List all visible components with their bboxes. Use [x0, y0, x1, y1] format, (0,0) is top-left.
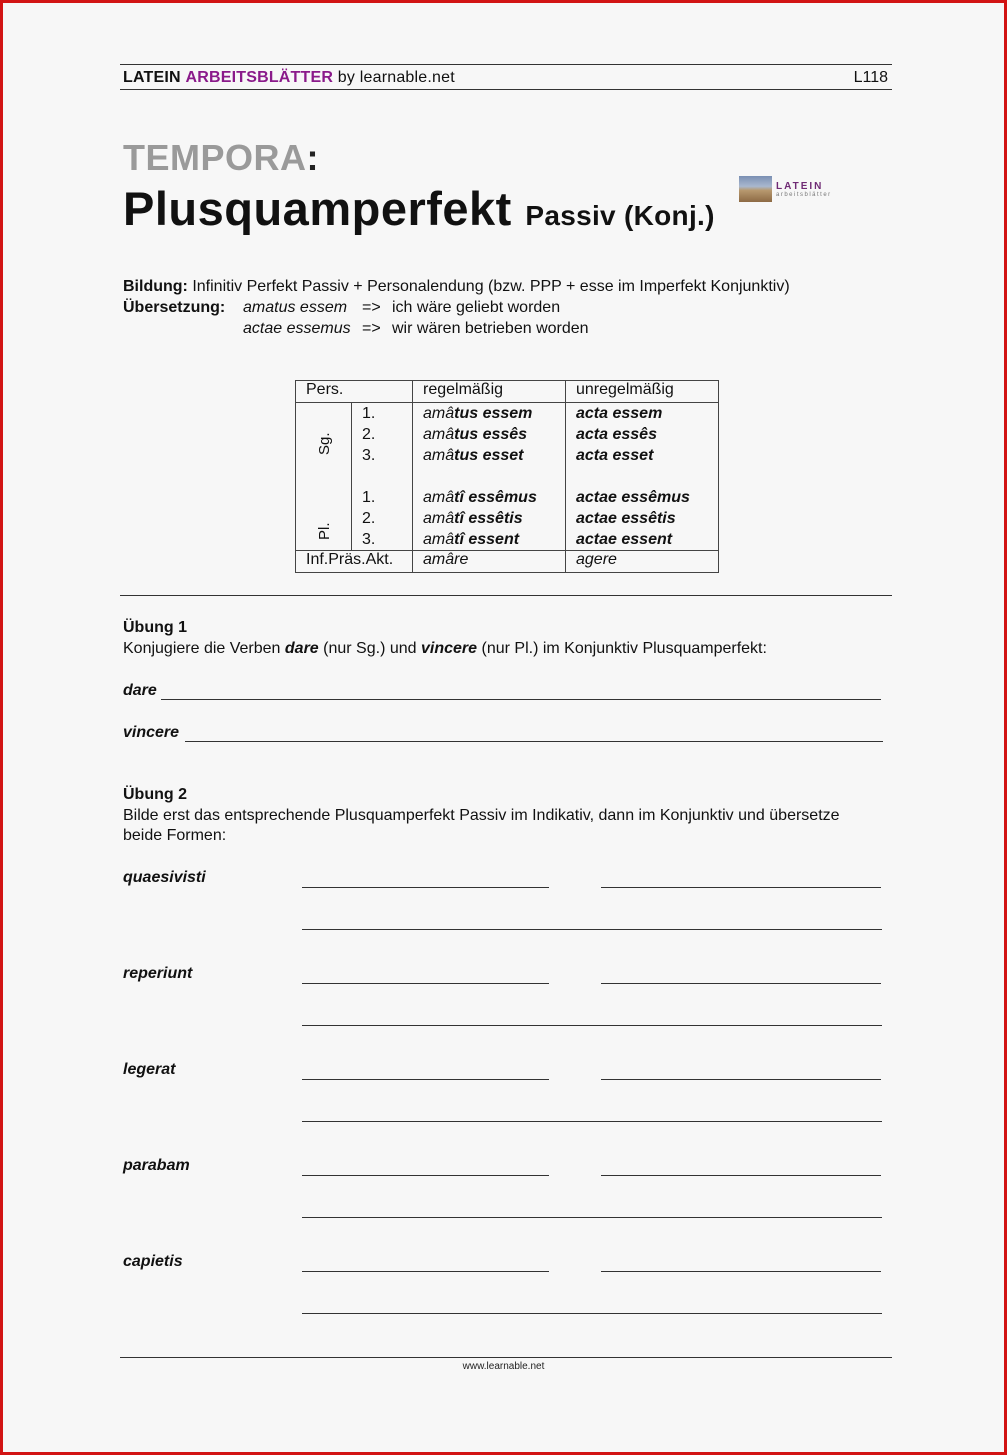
conjugation-table [295, 380, 719, 573]
subjunctive-answer-line[interactable] [601, 1175, 881, 1176]
spacer-row [362, 466, 412, 487]
page-title [123, 181, 715, 236]
inf-irregular: agere [566, 551, 719, 573]
irregular-form: acta essem [576, 405, 663, 422]
example1-latin-text: amatus essem [243, 299, 348, 316]
spacer-row [576, 466, 718, 487]
example1-latin [243, 299, 347, 317]
number-label-cell [296, 403, 352, 551]
form-stem: amâ [423, 405, 455, 422]
tempora-colon: : [306, 137, 319, 178]
uebersetzung-label: Übersetzung: [123, 299, 226, 316]
vincere-label: vincere [123, 724, 180, 741]
indicative-answer-line[interactable] [302, 983, 549, 984]
header-top-rule [120, 64, 892, 65]
exercise-word: quaesivisti [123, 869, 206, 886]
person-num: 1. [362, 489, 376, 506]
example2-german: wir wären betrieben worden [392, 320, 589, 337]
irregular-form: acta essês [576, 426, 657, 443]
indicative-answer-line[interactable] [302, 1175, 549, 1176]
example2-latin [243, 320, 351, 338]
uebung2-title-text: Übung 2 [123, 786, 187, 803]
table-header-pers: Pers. [296, 381, 413, 403]
uebung1-title-text: Übung 1 [123, 619, 187, 636]
form-stem: amâ [423, 510, 455, 527]
irregular-form: actae essêtis [576, 510, 676, 527]
example1-arrow: => [362, 299, 381, 316]
latein-logo [739, 176, 839, 204]
uebung2-instructions-2: beide Formen: [123, 827, 227, 844]
table-header-regular: regelmäßig [413, 381, 566, 403]
translation-answer-line[interactable] [302, 929, 882, 930]
subjunctive-answer-line[interactable] [601, 1079, 881, 1080]
person-num: 2. [362, 426, 376, 443]
dare-answer-line[interactable] [161, 699, 881, 700]
regular-form [423, 508, 565, 529]
uebung2-instructions-1: Bilde erst das entsprechende Plusquamperfekt Passiv im Indikativ, dann im Konjunktiv und übersetze [123, 807, 840, 824]
regular-forms-cell [413, 403, 566, 551]
example2-latin-text: actae essemus [243, 320, 351, 337]
logo-subword: arbeitsblätter [776, 192, 832, 198]
inf-regular: amâre [413, 551, 566, 573]
form-stem: amâ [423, 489, 455, 506]
regular-form [423, 529, 565, 550]
spacer-row [423, 466, 565, 487]
uebung1-title [123, 619, 187, 637]
person-num: 1. [362, 405, 376, 422]
section-divider [120, 595, 892, 596]
translation-answer-line[interactable] [302, 1025, 882, 1026]
uebung1-verb1: dare [284, 640, 319, 657]
indicative-answer-line[interactable] [302, 1079, 549, 1080]
bildung-label: Bildung: [123, 278, 188, 295]
uebung1-text-c: (nur Pl.) im Konjunktiv Plusquamperfekt: [481, 640, 767, 657]
uebung1-verb2: vincere [421, 640, 478, 657]
bildung-text: Infinitiv Perfekt Passiv + Personalendung (bzw. PPP + esse im Imperfekt Konjunktiv) [192, 278, 790, 295]
subjunctive-answer-line[interactable] [601, 983, 881, 984]
exercise-word: legerat [123, 1061, 176, 1078]
person-cell [352, 403, 413, 551]
footer-url: www.learnable.net [462, 1361, 545, 1372]
uebung1-instructions [123, 640, 767, 658]
title-sub: Passiv (Konj.) [525, 200, 715, 231]
example2-arrow: => [362, 320, 381, 337]
title-main: Plusquamperfekt [123, 182, 512, 235]
indicative-answer-line[interactable] [302, 887, 549, 888]
irregular-form: acta esset [576, 447, 654, 464]
dare-label: dare [123, 682, 157, 699]
form-stem: amâ [423, 447, 455, 464]
regular-form [423, 487, 565, 508]
header-bottom-rule [120, 89, 892, 90]
form-ending: tus esset [454, 447, 524, 464]
form-ending: tî essêmus [454, 489, 537, 506]
exercise-word: capietis [123, 1253, 183, 1270]
inf-label: Inf.Präs.Akt. [296, 551, 413, 573]
form-ending: tus essem [454, 405, 533, 422]
vincere-answer-line[interactable] [185, 741, 883, 742]
form-stem: amâ [423, 426, 455, 443]
regular-form [423, 445, 565, 466]
translation-answer-line[interactable] [302, 1217, 882, 1218]
indicative-answer-line[interactable] [302, 1271, 549, 1272]
exercise-word: parabam [123, 1157, 190, 1174]
uebung1-text-b: (nur Sg.) und [323, 640, 417, 657]
sg-label: Sg. [316, 432, 333, 455]
uebung2-title [123, 786, 187, 804]
subjunctive-answer-line[interactable] [601, 887, 881, 888]
person-num: 3. [362, 447, 376, 464]
tempora-heading [123, 137, 319, 179]
irregular-form: actae essêmus [576, 489, 690, 506]
regular-form [423, 424, 565, 445]
subjunctive-answer-line[interactable] [601, 1271, 881, 1272]
colosseum-picture [739, 176, 772, 202]
form-stem: amâ [423, 531, 455, 548]
logo-word: LATEIN [776, 181, 824, 192]
translation-answer-line[interactable] [302, 1313, 882, 1314]
header-brand [123, 69, 455, 87]
footer-rule [120, 1357, 892, 1358]
person-num: 2. [362, 510, 376, 527]
form-ending: tus essês [454, 426, 528, 443]
uebung1-text-a: Konjugiere die Verben [123, 640, 281, 657]
irregular-form: actae essent [576, 531, 673, 548]
form-ending: tî essent [454, 531, 520, 548]
form-ending: tî essêtis [454, 510, 523, 527]
regular-form [423, 403, 565, 424]
uebersetzung-line [123, 299, 225, 317]
irregular-forms-cell [566, 403, 719, 551]
example1-german: ich wäre geliebt worden [392, 299, 561, 316]
translation-answer-line[interactable] [302, 1121, 882, 1122]
header-arbeitsblaetter: ARBEITSBLÄTTER [185, 69, 334, 86]
exercise-word: reperiunt [123, 965, 193, 982]
worksheet-code: L118 [853, 69, 888, 86]
pl-label: Pl. [316, 522, 333, 540]
tempora-text: TEMPORA [123, 137, 307, 178]
header-latein: LATEIN [123, 69, 181, 86]
table-header-irregular: unregelmäßig [566, 381, 719, 403]
header-by: by learnable.net [337, 69, 455, 86]
bildung-line [123, 278, 790, 296]
person-num: 3. [362, 531, 376, 548]
